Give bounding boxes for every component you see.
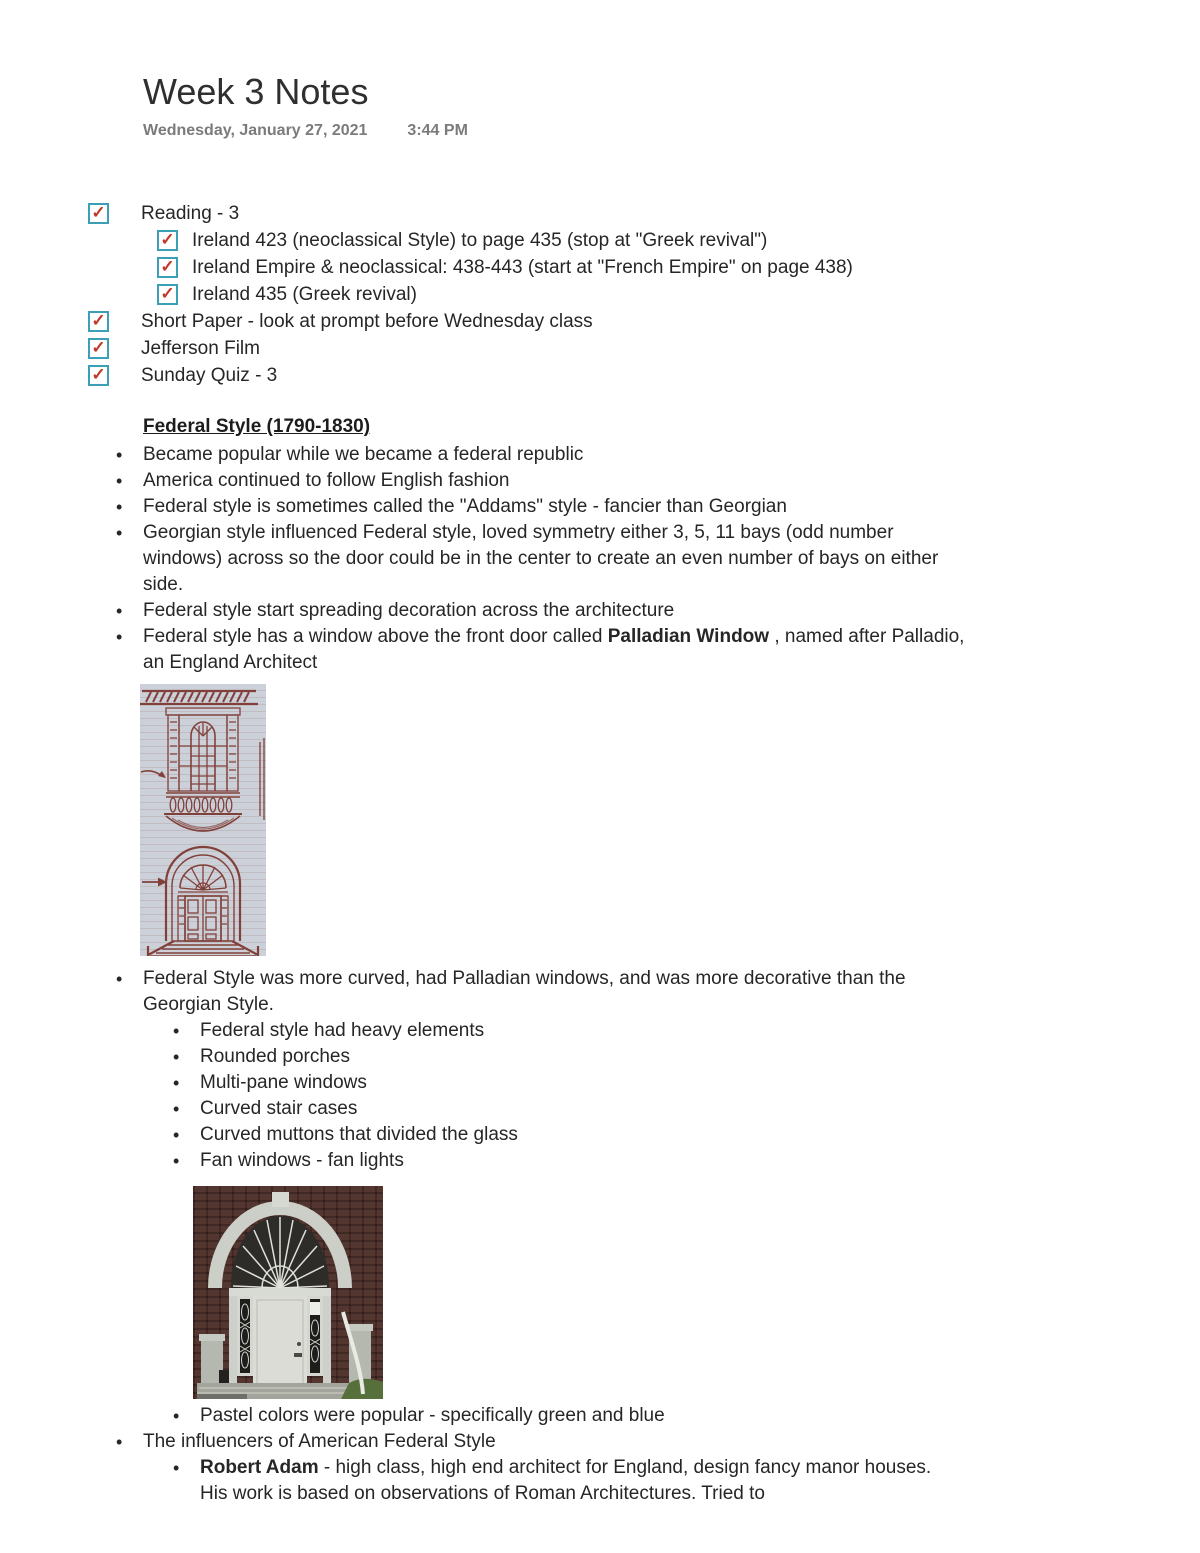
- todo-item-label: Jefferson Film: [141, 337, 260, 359]
- list-item: [173, 1122, 1200, 1148]
- list-item: [116, 1429, 1200, 1455]
- list-item-text: [200, 1455, 948, 1507]
- page-date-row: [143, 122, 1200, 140]
- list-item: [173, 1070, 1200, 1096]
- robert-adam-term: Robert Adam: [200, 1457, 319, 1478]
- checkmark-icon: ✓: [160, 284, 175, 303]
- todo-checkbox[interactable]: [88, 311, 109, 332]
- list-item-text: Fan windows - fan lights: [200, 1150, 404, 1171]
- list-item-text: Multi-pane windows: [200, 1072, 367, 1093]
- page-time: 3:44 PM: [407, 122, 468, 139]
- checkmark-icon: ✓: [160, 257, 175, 276]
- page-title: Week 3 Notes: [143, 71, 369, 112]
- todo-item-label: Ireland 435 (Greek revival): [192, 283, 417, 305]
- list-item-text: Federal style is sometimes called the "Addams" style - fancier than Georgian: [143, 496, 787, 517]
- list-item-text: Federal style had heavy elements: [200, 1020, 485, 1041]
- checkmark-icon: ✓: [91, 203, 106, 222]
- todo-item: [88, 308, 1200, 335]
- bullet-icon: •: [116, 627, 123, 647]
- bullet-icon: •: [116, 471, 123, 491]
- list-item: [116, 598, 1200, 624]
- bullet-icon: •: [116, 1432, 123, 1452]
- todo-item: [157, 227, 1200, 254]
- checkmark-icon: ✓: [91, 338, 106, 357]
- todo-item: [157, 254, 1200, 281]
- list-item: [173, 1403, 1200, 1429]
- list-item-text-post: - high class, high end architect for England, design fancy manor houses. His work is based on observations of Roman Architectures. Tried to: [200, 1457, 932, 1504]
- list-item-text: The influencers of American Federal Style: [143, 1431, 496, 1452]
- todo-item-label: Sunday Quiz - 3: [141, 364, 278, 386]
- list-item: [116, 468, 1200, 494]
- list-item-text: Georgian style influenced Federal style, loved symmetry either 3, 5, 11 bays (odd number windows) across so the door could be in the center to create an even number of bays on either side.: [143, 522, 939, 595]
- federal-door-photo-drawing: [193, 1186, 383, 1399]
- todo-checkbox[interactable]: [157, 284, 178, 305]
- bullet-icon: •: [173, 1125, 180, 1145]
- list-item-text: Curved stair cases: [200, 1098, 358, 1119]
- todo-item: [88, 200, 1200, 227]
- list-item: [116, 494, 1200, 520]
- checkmark-icon: ✓: [91, 365, 106, 384]
- bullet-icon: •: [116, 601, 123, 621]
- bullet-icon: •: [173, 1406, 180, 1426]
- page-date: Wednesday, January 27, 2021: [143, 122, 368, 139]
- section-heading: Federal Style (1790-1830): [143, 416, 371, 437]
- todo-checkbox[interactable]: [157, 257, 178, 278]
- list-item: [173, 1096, 1200, 1122]
- palladian-sketch-drawing: [140, 684, 266, 956]
- list-item-text: Federal Style was more curved, had Palladian windows, and was more decorative than the Georgian Style.: [143, 968, 906, 1015]
- federal-door-photo-image: [193, 1186, 383, 1399]
- todo-checkbox[interactable]: [88, 338, 109, 359]
- todo-item: [88, 362, 1200, 389]
- palladian-window-term: Palladian Window: [607, 626, 770, 647]
- list-item: [116, 624, 1200, 676]
- bullet-icon: •: [173, 1099, 180, 1119]
- list-item-text: Curved muttons that divided the glass: [200, 1124, 518, 1145]
- notes-body: [0, 442, 1200, 1507]
- list-item: [116, 520, 1200, 598]
- list-item: [173, 1044, 1200, 1070]
- bullet-icon: •: [116, 445, 123, 465]
- todo-list: [0, 200, 1200, 389]
- todo-item: [88, 335, 1200, 362]
- list-item: [173, 1148, 1200, 1174]
- todo-item-label: Short Paper - look at prompt before Wednesday class: [141, 310, 593, 332]
- list-item-text: Rounded porches: [200, 1046, 350, 1067]
- todo-item-label: Reading - 3: [141, 202, 240, 224]
- bullet-icon: •: [116, 523, 123, 543]
- bullet-icon: •: [173, 1151, 180, 1171]
- bullet-icon: •: [173, 1047, 180, 1067]
- list-item-text-pre: Federal style has a window above the front door called: [143, 626, 608, 647]
- bullet-icon: •: [116, 497, 123, 517]
- palladian-window-sketch-image: [140, 684, 266, 956]
- list-item: [116, 966, 1200, 1018]
- list-item-text: America continued to follow English fashion: [143, 470, 510, 491]
- list-item: [173, 1455, 1200, 1507]
- bullet-icon: •: [173, 1021, 180, 1041]
- list-item-text-post: , named after Palladio, an England Architect: [143, 626, 965, 673]
- list-item: [116, 442, 1200, 468]
- list-item-text: [143, 624, 965, 676]
- todo-checkbox[interactable]: [157, 230, 178, 251]
- todo-item-label: Ireland Empire & neoclassical: 438-443 (start at "French Empire" on page 438): [192, 256, 853, 278]
- list-item-text: Federal style start spreading decoration across the architecture: [143, 600, 675, 621]
- checkmark-icon: ✓: [160, 230, 175, 249]
- checkmark-icon: ✓: [91, 311, 106, 330]
- bullet-icon: •: [173, 1073, 180, 1093]
- list-item-text: Pastel colors were popular - specifically green and blue: [200, 1405, 665, 1426]
- list-item: [173, 1018, 1200, 1044]
- todo-checkbox[interactable]: [88, 203, 109, 224]
- list-item-text: Became popular while we became a federal republic: [143, 444, 584, 465]
- todo-checkbox[interactable]: [88, 365, 109, 386]
- bullet-icon: •: [173, 1458, 180, 1478]
- todo-item: [157, 281, 1200, 308]
- bullet-icon: •: [116, 969, 123, 989]
- todo-item-label: Ireland 423 (neoclassical Style) to page 435 (stop at "Greek revival"): [192, 229, 768, 251]
